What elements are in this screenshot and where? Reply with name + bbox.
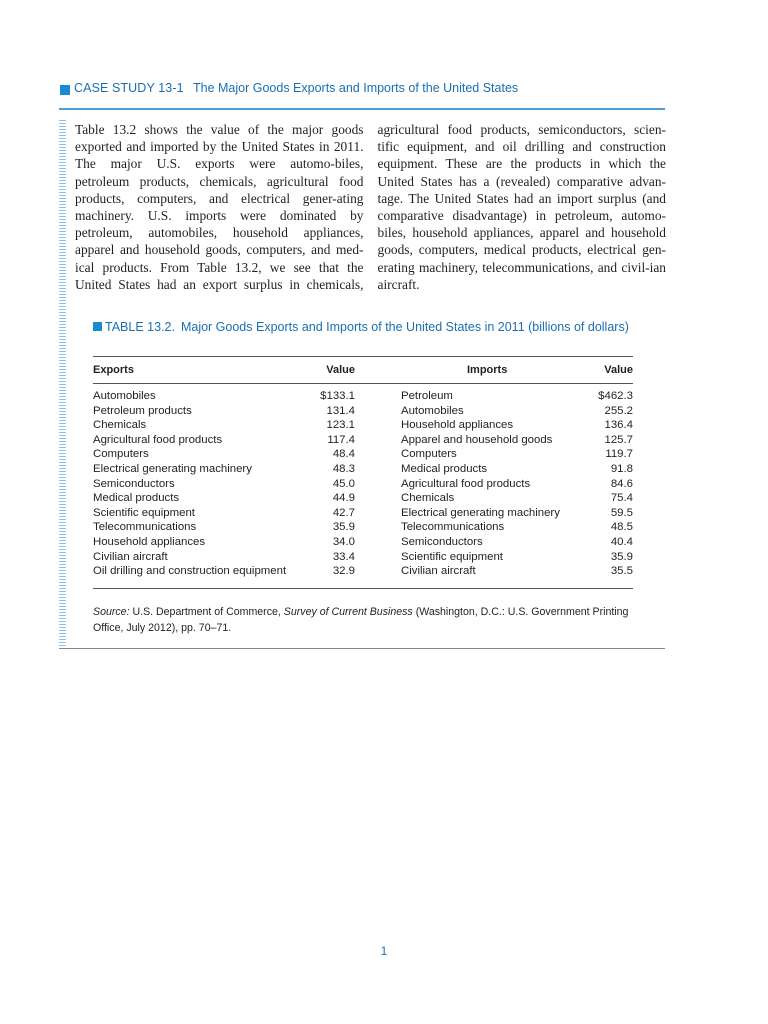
table-row (93, 419, 633, 434)
header-export-value: Value (326, 364, 355, 376)
import-value: 91.8 (610, 462, 633, 475)
import-value: 40.4 (610, 535, 633, 548)
export-item: Automobiles (93, 390, 156, 402)
table-number: TABLE 13.2. (105, 320, 175, 334)
import-value: $462.3 (598, 390, 633, 402)
table-row (93, 565, 633, 580)
import-item: Household appliances (401, 419, 514, 432)
export-item: Agricultural food products (93, 433, 223, 446)
case-study-header (59, 82, 665, 110)
import-value: 255.2 (604, 404, 633, 417)
header-import-value: Value (604, 364, 633, 376)
data-table (93, 356, 633, 578)
body-text (75, 121, 666, 293)
import-item: Scientific equipment (401, 550, 503, 563)
source-publication: Survey of Current Business (283, 606, 413, 618)
export-value: 45.0 (332, 477, 355, 490)
export-item: Petroleum products (93, 404, 192, 417)
table-body (93, 390, 633, 580)
table-row (93, 536, 633, 551)
import-item: Semiconductors (401, 535, 483, 548)
table-row (93, 521, 633, 536)
table-row (93, 478, 633, 493)
square-bullet-icon (60, 85, 70, 95)
import-value: 35.5 (610, 565, 633, 578)
export-value: 117.4 (327, 433, 355, 446)
export-item: Oil drilling and construction equipment (93, 565, 287, 578)
export-value: 33.4 (332, 550, 355, 563)
decorative-side-rule (59, 120, 66, 650)
export-item: Civilian aircraft (93, 550, 168, 563)
table-row (93, 463, 633, 478)
export-item: Chemicals (93, 419, 147, 432)
import-value: 59.5 (610, 506, 633, 519)
case-study-title: The Major Goods Exports and Imports of the United States (193, 81, 519, 95)
export-item: Semiconductors (93, 477, 175, 490)
import-item: Automobiles (401, 404, 464, 417)
import-item: Civilian aircraft (401, 565, 476, 578)
export-item: Scientific equipment (93, 506, 195, 519)
source-label: Source: (93, 606, 130, 618)
case-study-label: CASE STUDY 13-1 (74, 81, 184, 95)
import-value: 35.9 (610, 550, 633, 563)
export-value: 48.4 (332, 448, 355, 461)
import-item: Medical products (401, 462, 488, 475)
export-value: 34.0 (332, 535, 355, 548)
export-value: $133.1 (320, 390, 355, 402)
body-paragraph: Table 13.2 shows the value of the major goods exported and imported by the United States in 2011. The major U.S. exports were automo-biles, petroleum products, chemicals, agricultural food products, computers, and electrical gener-ating machinery. U.S. imports were dominated by petroleum, automobiles, household appliances, apparel and household goods, computers, and med-ical products. From Table 13.2, we see that the United States had an export surplus in chemicals, agricultural food products, semiconductors, scien-tific equipment, and oil drilling and construction equipment. These are the products in which the United States has a (revealed) comparative advan-tage. The United States had an import surplus (and comparative disadvantage) in petroleum, automo-biles, household appliances, apparel and household goods, computers, medical products, electrical gen-erating machinery, telecommunications, and civil-ian aircraft. (75, 122, 666, 292)
import-item: Telecommunications (401, 521, 505, 534)
table-row (93, 434, 633, 449)
table-row (93, 551, 633, 566)
import-value: 125.7 (604, 433, 633, 446)
export-value: 123.1 (326, 419, 355, 432)
import-value: 119.7 (605, 448, 633, 461)
case-study-end-rule (59, 648, 665, 649)
table-row (93, 492, 633, 507)
table-title (93, 319, 638, 336)
source-pre: U.S. Department of Commerce, (132, 606, 281, 618)
export-value: 32.9 (332, 565, 355, 578)
import-item: Petroleum (401, 390, 453, 402)
table-header-row (93, 356, 633, 384)
export-item: Medical products (93, 492, 180, 505)
import-value: 75.4 (610, 492, 633, 505)
square-bullet-icon (93, 322, 102, 331)
table-bottom-rule (93, 588, 633, 589)
export-item: Household appliances (93, 535, 206, 548)
import-item: Apparel and household goods (401, 433, 553, 446)
header-exports: Exports (93, 364, 134, 376)
export-value: 44.9 (332, 492, 355, 505)
table-title-text: Major Goods Exports and Imports of the United States in 2011 (billions of dollars) (180, 320, 629, 334)
header-imports: Imports (467, 364, 508, 376)
import-value: 48.5 (610, 521, 633, 534)
export-value: 131.4 (326, 404, 355, 417)
table-row (93, 405, 633, 420)
table-row (93, 507, 633, 522)
import-value: 136.4 (604, 419, 633, 432)
source-post: (Washington, D.C.: U.S. Government Printing Office, July 2012), pp. 70–71. (93, 606, 629, 634)
table-row (93, 448, 633, 463)
page-number: 1 (380, 944, 388, 958)
export-item: Telecommunications (93, 521, 197, 534)
table-row (93, 390, 633, 405)
table-source-note (93, 604, 638, 636)
import-item: Agricultural food products (401, 477, 531, 490)
import-value: 84.6 (610, 477, 633, 490)
export-value: 48.3 (332, 462, 355, 475)
import-item: Computers (401, 448, 457, 461)
export-value: 35.9 (332, 521, 355, 534)
export-value: 42.7 (332, 506, 355, 519)
export-item: Computers (93, 448, 149, 461)
export-item: Electrical generating machinery (93, 462, 252, 475)
import-item: Electrical generating machinery (401, 506, 560, 519)
import-item: Chemicals (401, 492, 455, 505)
